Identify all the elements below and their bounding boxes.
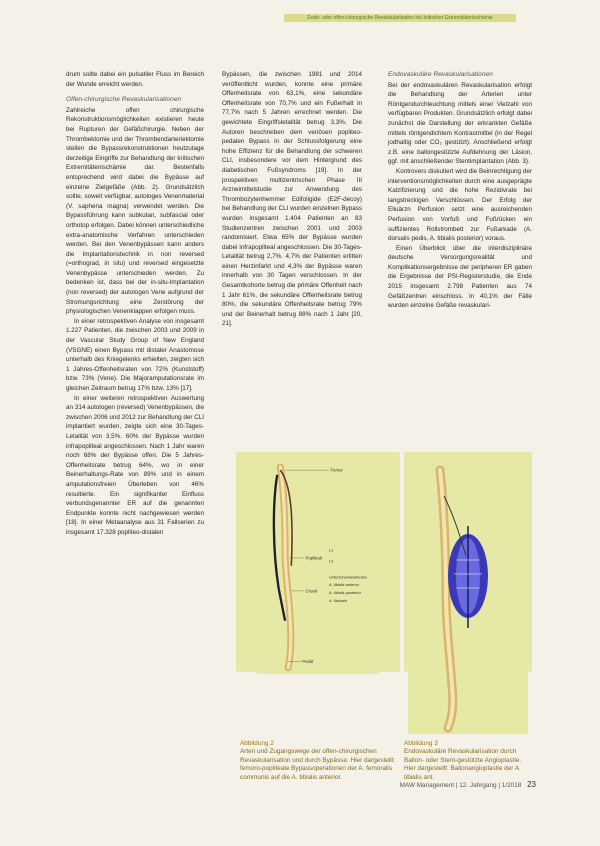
paragraph: Kontrovers diskutiert wird die Beinrechtigung der interventionsmöglichkeiten durch eine ausgeprägte Kalzifizierung und die hohe Rezidivrate bei langstreckigen Verschlüssen. Der Erfolg der Eliuärzn Perfusion setzt eine ausreichenden Perfusion von Vorfuß und Fußrücken ein suffizientes Rollstrombett zur Fußarkade (A. dorsalis pedis, A. tibialis posterior) voraus. <box>388 167 532 243</box>
label-femoral: Femur <box>330 467 343 473</box>
figure-3-caption <box>404 740 532 782</box>
paragraph: In einer weiteren retrospektiven Auswertung an 314 autologen (reversed) Venenbypässen, die zwischen 2006 und 2012 zur Behandlung der CLI implantiert wurden, zeigte sich eine 30-Tages-Letalität von 3,5%. 60% der Bypässe wurden infrapopliteal angeschlossen. Nach 1 Jahr waren noch 68% der Bypässe offen. Die 5 Jahres-Offenheitsrate betrug 64%, wo in einer Beinerhaltungs-Rate von 89% und in einem amputationsfreien Überleben von 46% resultierte. Ein signifikanter Einfluss verbundsgenannter ER auf die genannten Endpunkte konnte nicht nachgewiesen werden [18]. In einer Metaanalyse aus 31 Fallserien zu insgesamt 17.328 popliteo-distalen <box>66 394 204 536</box>
text-column-3 <box>388 70 532 311</box>
figure-3 <box>404 452 532 672</box>
page-footer <box>400 780 536 789</box>
text-column-2 <box>222 70 362 329</box>
paragraph: Einen Überblick über die interdisziplinäre deutsche Versorgungsrealität und Komplikationsergebnisse der peripheren ER gaben die Ergebnisse der PSI-Registerstudie, die Ende 2015 insgesamt 2.798 Patienten aus 74 Gefäßzentren einschloss. In 40,1% der Fälle wurden einzelne Gefäße revaskulari- <box>388 244 532 310</box>
caption-text: Endovaskuläre Revaskularisation durch Ballon- oder Stent-gestützte Angioplastie. Hier dargestellt: Ballonangioplastie der A. tibialis ant. <box>404 748 522 781</box>
paragraph: Zahlreiche offen chirurgische Rekonstruktionsmöglichkeiten existieren heute bei Rupturen der Gefäßchirurgie. Neben der Thrombektomie und der Thrombendarteriektomie stellen die Bypassrekonstruktionen heutzutage derzeitige Eingriffe zur Behandlung der kritischen Extremitätenischämie dar. Bestenfalls entsprechend wird dabei die Bypässe auf einzelne Zielgefäße (Abb. 2). Grundsätzlich sollte, soweit verfügbar, autologes Venenmaterial (V. saphena magna) verwendet werden. Die Bypassführung kann subkutan, subfascial oder orthotop erfolgen. Dabei können unterschiedliche extra-anatomische Verfahren unterschieden werden. Bei den Venenbypässen kann anders die Implantationstechnik in non reversed (=orthograd, in situ) und reversed eingesetzte Venenbypässe unterschieden werden. Zu bedenken ist, dass bei der in-situ-Implantation (non reversed) der autologen Vene aufgrund der Stromungsrichtung eine Zerstörung der physiologischen Venenklappen erfolgen muss. <box>66 106 204 316</box>
caption-label: Abbildung 3 <box>404 740 438 747</box>
section-heading: Offen-chirurgische Revaskularisationen <box>66 96 182 104</box>
section-heading: Endovaskuläre Revaskularisationen <box>388 71 493 78</box>
label-crural: Crural <box>305 588 318 594</box>
figure-2-caption <box>240 740 396 782</box>
label-popliteal: Popliteal <box>305 555 322 561</box>
figure-2 <box>236 452 400 672</box>
caption-label: Abbildung 2 <box>240 740 274 747</box>
paragraph: drum sollte dabei ein pulsatiler Fluss im Bereich der Wunde erreicht werden. <box>66 71 204 88</box>
running-head: Endo- oder offen-chirurgische Revaskularisation bei kritischer Extremitätenischämie <box>284 14 516 22</box>
legend-title: Unterschenkelarterien <box>328 574 368 580</box>
figure-2-illustration <box>240 456 396 674</box>
legend-item: A. tibialis posterior <box>328 590 361 596</box>
journal-name: MAW Management | 12. Jahrgang | 1/2018 <box>399 782 522 789</box>
paragraph: Bypässen, die zwischen 1981 und 2014 veröffentlicht wurden, konnte eine primäre Offenheitsrate von 63,1%, eine sekundäre Offenheitsrate von 70,7% und ein Fußerhalt in 77,7% nach 5 Jahren errechnet werden. Die gewichtete Eingriffsletalität betrug 3,3%. Die Autoren beschreiben dem venösen popliteo-pedalen Bypass in der Schlussfolgerung eine hohe Effizienz für die Behandlung der schweren CLI, insbesondere vor dem Hintergrund des diabetischen Fußsyndroms [19]. In der prospektiven multizentrischen Phase III Arzneimittelstudie zur Anwendung des Thrombozytenhemmer Edifoligide (E2F-decoy) bei Behandlung der CLI wurden einzelnen Bypass wurden insgesamt 1.404 Patienten an 83 Studienzentren zwischen 2001 und 2003 randomisiert. Etwa 65% der Bypässe wurden dabei infrapopliteal angeschlossen. Die 30-Tages-Letalität betrug 2,7%. 4,7% der Patienten erlitten einen Herzinfarkt und 4,3% der Bypässe waren innerhalb von 30 Tagen verschlossen. In der Gesamtkohorte betrug die primäre Offenheit nach 1 Jahr 61%, die sekundäre Offenheitsrate betrug 80%, die sekundäre Offenheitsrate betrug 79% und der Beinerhalt betrug 88% nach 1 Jahr [20, 21]. <box>222 71 362 328</box>
paragraph: Bei der endovaskulären Revaskularisation erfolgt die Behandlung der Arterien unter Röntgendurchleuchtung mittels einer Vielzahl von verfügbaren Produkten. Grundsätzlich erfolgt dabei zunächst die Darstellung der erkrankten Gefäße mittels röntgendichtem Kontrastmittel (in der Regel jodhaltig oder CO₂ gestützt). Anschließend erfolgt z.B. eine ballongestützte Aufdehnung der Läsion, ggf. mit anschließender Stentimplantation (Abb. 3). <box>388 81 532 166</box>
legend-item: A. fibularis <box>328 597 348 603</box>
label-pedal: Pedal <box>302 659 314 665</box>
label-l1: L1 <box>328 547 334 553</box>
figure-3-illustration <box>408 456 528 734</box>
caption-text: Arten und Zugangswege der offen-chirurgischen Revaskularisation und durch Bypässe. Hier dargestellt: femoro-popliteale Bypassoperationen der A. femoralis communis auf die A. tibialis anterior. <box>240 748 396 781</box>
paragraph: In einer retrospektiven Analyse von insgesamt 1.227 Patienten, die zwischen 2003 und 2009 in der Vascular Study Group of New England (VSGNE) einen Bypass mit distaler Anastomose unterhalb des Kniegelenks erhielten, zeigten sich 1 Jahres-Offenheitsraten von 72% (Kunststoff) bzw. 73% (Vene). Die Majoramputationsrate im gleichen Zeitraum betrug 17% bzw. 13% [17]. <box>66 317 204 392</box>
label-l2: L2 <box>328 558 334 564</box>
page-number: 23 <box>527 780 536 789</box>
text-column-1 <box>66 70 204 538</box>
legend-item: A. tibialis anterior <box>328 582 359 588</box>
